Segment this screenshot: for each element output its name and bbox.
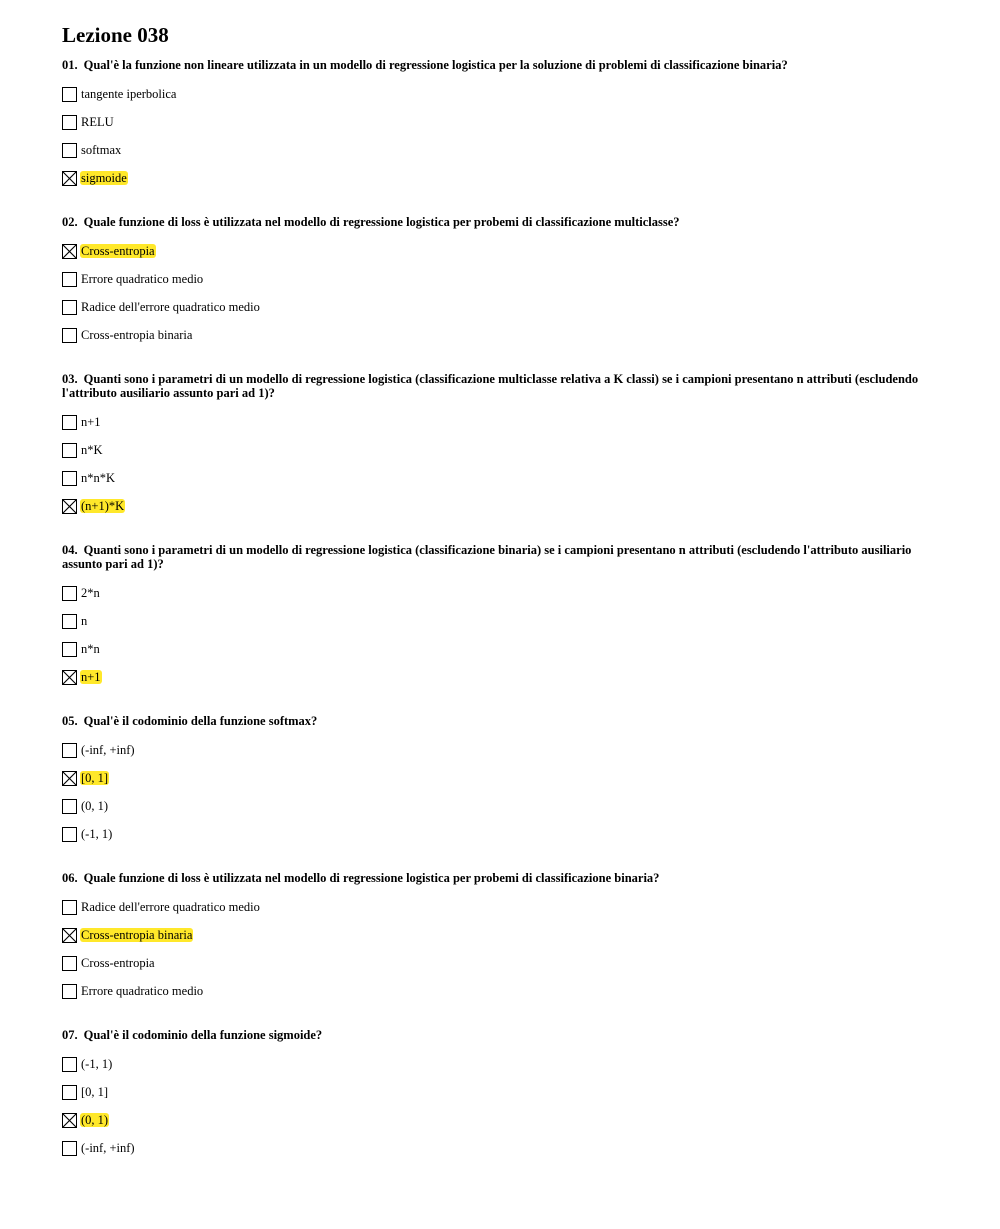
answer-label: Cross-entropia binaria <box>81 928 193 942</box>
answer-label: (-1, 1) <box>81 827 113 841</box>
checkbox-icon[interactable] <box>62 642 77 657</box>
answer-label: softmax <box>81 143 122 157</box>
checkbox-icon[interactable] <box>62 827 77 842</box>
checkbox-checked-icon[interactable] <box>62 670 77 685</box>
answer-label: Cross-entropia binaria <box>81 328 193 342</box>
checkbox-icon[interactable] <box>62 1057 77 1072</box>
question-list <box>62 58 942 1162</box>
checkbox-icon[interactable] <box>62 1085 77 1100</box>
question-label: Qual'è il codominio della funzione softmax? <box>83 714 318 728</box>
answer-option-correct[interactable] <box>62 764 942 792</box>
checkbox-icon[interactable] <box>62 300 77 315</box>
answer-option-correct[interactable] <box>62 164 942 192</box>
answer-label: (0, 1) <box>81 1113 109 1127</box>
answer-label: (-inf, +inf) <box>81 743 135 757</box>
answer-option[interactable] <box>62 607 942 635</box>
answer-option[interactable] <box>62 436 942 464</box>
checkbox-icon[interactable] <box>62 900 77 915</box>
answer-label: 2*n <box>81 586 100 600</box>
answer-option[interactable] <box>62 80 942 108</box>
answer-option-correct[interactable] <box>62 663 942 691</box>
question-number: 06. <box>62 871 78 885</box>
answer-option[interactable] <box>62 635 942 663</box>
question-number: 07. <box>62 1028 78 1042</box>
answer-option[interactable] <box>62 736 942 764</box>
checkbox-icon[interactable] <box>62 614 77 629</box>
answer-label: (0, 1) <box>81 799 109 813</box>
document-page <box>62 22 942 1162</box>
question-text <box>62 714 942 728</box>
question-block <box>62 543 942 691</box>
question-block <box>62 58 942 192</box>
answer-option[interactable] <box>62 579 942 607</box>
question-text <box>62 543 942 571</box>
checkbox-checked-icon[interactable] <box>62 1113 77 1128</box>
question-number: 05. <box>62 714 78 728</box>
checkbox-icon[interactable] <box>62 143 77 158</box>
answer-label: [0, 1] <box>81 771 109 785</box>
question-number: 01. <box>62 58 78 72</box>
checkbox-icon[interactable] <box>62 87 77 102</box>
checkbox-checked-icon[interactable] <box>62 499 77 514</box>
checkbox-checked-icon[interactable] <box>62 771 77 786</box>
answer-label: n*n*K <box>81 471 116 485</box>
checkbox-icon[interactable] <box>62 956 77 971</box>
question-text <box>62 871 942 885</box>
question-block <box>62 372 942 520</box>
lesson-title: Lezione 038 <box>62 23 169 47</box>
answer-option[interactable] <box>62 265 942 293</box>
answer-option[interactable] <box>62 408 942 436</box>
question-text <box>62 372 942 400</box>
answer-label: n+1 <box>81 415 101 429</box>
checkbox-icon[interactable] <box>62 743 77 758</box>
answer-label: Cross-entropia <box>81 956 155 970</box>
answer-option[interactable] <box>62 1134 942 1162</box>
question-number: 02. <box>62 215 78 229</box>
question-number: 04. <box>62 543 78 557</box>
answer-label: Radice dell'errore quadratico medio <box>81 900 260 914</box>
question-label: Quale funzione di loss è utilizzata nel modello di regressione logistica per probemi di classificazione multiclasse? <box>83 215 680 229</box>
answer-label: (-1, 1) <box>81 1057 113 1071</box>
question-label: Qual'è il codominio della funzione sigmoide? <box>83 1028 323 1042</box>
answer-option-correct[interactable] <box>62 237 942 265</box>
answer-option[interactable] <box>62 893 942 921</box>
answer-label: [0, 1] <box>81 1085 109 1099</box>
answer-option[interactable] <box>62 1078 942 1106</box>
answer-option[interactable] <box>62 464 942 492</box>
answer-option[interactable] <box>62 949 942 977</box>
answer-label: (-inf, +inf) <box>81 1141 135 1155</box>
checkbox-icon[interactable] <box>62 586 77 601</box>
answer-option-correct[interactable] <box>62 1106 942 1134</box>
checkbox-icon[interactable] <box>62 272 77 287</box>
answer-label: RELU <box>81 115 114 129</box>
answer-option[interactable] <box>62 293 942 321</box>
answer-option[interactable] <box>62 977 942 1005</box>
answer-option[interactable] <box>62 792 942 820</box>
checkbox-icon[interactable] <box>62 984 77 999</box>
answer-label: (n+1)*K <box>81 499 125 513</box>
answer-option-correct[interactable] <box>62 921 942 949</box>
question-block <box>62 1028 942 1162</box>
question-block <box>62 714 942 848</box>
question-text <box>62 1028 942 1042</box>
answer-option[interactable] <box>62 1050 942 1078</box>
question-block <box>62 871 942 1005</box>
checkbox-icon[interactable] <box>62 799 77 814</box>
answer-label: n*K <box>81 443 103 457</box>
checkbox-icon[interactable] <box>62 328 77 343</box>
question-text <box>62 58 942 72</box>
answer-label: n+1 <box>81 670 101 684</box>
answer-label: Cross-entropia <box>81 244 155 258</box>
question-block <box>62 215 942 349</box>
checkbox-checked-icon[interactable] <box>62 928 77 943</box>
answer-label: Radice dell'errore quadratico medio <box>81 300 260 314</box>
checkbox-icon[interactable] <box>62 1141 77 1156</box>
checkbox-icon[interactable] <box>62 115 77 130</box>
answer-label: tangente iperbolica <box>81 87 177 101</box>
answer-option-correct[interactable] <box>62 492 942 520</box>
answer-option[interactable] <box>62 136 942 164</box>
question-label: Quanti sono i parametri di un modello di regressione logistica (classificazione multiclasse relativa a K classi) se i campioni presentano n attributi (escludendo l'attributo ausiliario assunto pari ad 1)? <box>62 372 919 400</box>
question-label: Quale funzione di loss è utilizzata nel modello di regressione logistica per probemi di classificazione binaria? <box>83 871 660 885</box>
answer-label: n*n <box>81 642 100 656</box>
answer-label: Errore quadratico medio <box>81 272 204 286</box>
question-text <box>62 215 942 229</box>
answer-label: Errore quadratico medio <box>81 984 204 998</box>
answer-option[interactable] <box>62 820 942 848</box>
checkbox-icon[interactable] <box>62 415 77 430</box>
question-label: Qual'è la funzione non lineare utilizzata in un modello di regressione logistica per la soluzione di problemi di classificazione binaria? <box>83 58 788 72</box>
checkbox-checked-icon[interactable] <box>62 244 77 259</box>
answer-option[interactable] <box>62 321 942 349</box>
checkbox-icon[interactable] <box>62 443 77 458</box>
answer-label: sigmoide <box>81 171 127 185</box>
question-number: 03. <box>62 372 78 386</box>
checkbox-icon[interactable] <box>62 471 77 486</box>
checkbox-checked-icon[interactable] <box>62 171 77 186</box>
answer-option[interactable] <box>62 108 942 136</box>
answer-label: n <box>81 614 88 628</box>
question-label: Quanti sono i parametri di un modello di regressione logistica (classificazione binaria) se i campioni presentano n attributi (escludendo l'attributo ausiliario assunto pari ad 1)? <box>62 543 912 571</box>
